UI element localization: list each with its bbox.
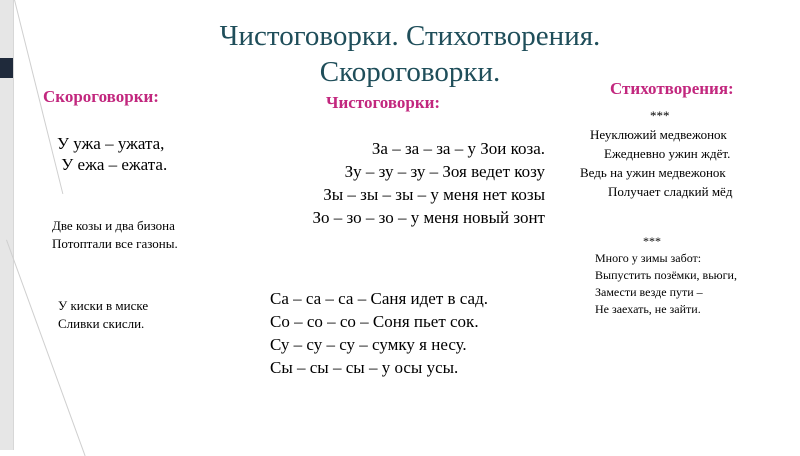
text-line: Зо – зо – зо – у меня новый зонт xyxy=(312,208,545,227)
text-line: У ежа – ежата. xyxy=(57,155,168,174)
text-line: *** xyxy=(650,108,670,123)
decor-line xyxy=(6,240,86,456)
text-line: Получает сладкий мёд xyxy=(608,184,733,199)
poem-block xyxy=(595,233,737,318)
text-line: *** xyxy=(643,234,661,248)
heading-poems: Стихотворения: xyxy=(610,79,734,98)
text-line: Сливки скисли. xyxy=(58,316,145,331)
text-line: Много у зимы забот: xyxy=(595,251,702,265)
heading-tongue-twisters: Скороговорки: xyxy=(43,87,159,106)
text-line: Неуклюжий медвежонок xyxy=(590,127,727,142)
text-line: Зу – зу – зу – Зоя ведет козу xyxy=(344,162,545,181)
title-line-1: Чистоговорки. Стихотворения. xyxy=(219,20,601,52)
text-line: За – за – за – у Зои коза. xyxy=(371,139,545,158)
heading-pure-sayings: Чистоговорки: xyxy=(326,93,441,112)
saying-group xyxy=(312,137,545,229)
saying-group xyxy=(270,287,488,379)
text-line: У ужа – ужата, xyxy=(57,134,165,153)
page-title xyxy=(200,18,620,90)
title-line-2: Скороговорки. xyxy=(319,56,501,88)
text-line: Ведь на ужин медвежонок xyxy=(580,165,726,180)
text-line: Со – со – со – Соня пьет сок. xyxy=(270,312,479,331)
text-line: Две козы и два бизона xyxy=(52,218,175,233)
text-line: Не заехать, не зайти. xyxy=(595,302,701,316)
text-line: Са – са – са – Саня идет в сад. xyxy=(270,289,488,308)
text-line: Замести везде пути – xyxy=(595,285,703,299)
text-line: Сы – сы – сы – у осы усы. xyxy=(270,358,459,377)
text-line: Выпустить позёмки, вьюги, xyxy=(595,268,737,282)
text-line: Су – су – су – сумку я несу. xyxy=(270,335,467,354)
text-line: Зы – зы – зы – у меня нет козы xyxy=(323,185,545,204)
twister-block xyxy=(57,133,167,175)
left-decor-line xyxy=(13,0,14,450)
twister-block xyxy=(52,217,178,253)
left-decor-accent xyxy=(0,58,13,78)
poem-block xyxy=(580,106,732,201)
text-line: Ежедневно ужин ждёт. xyxy=(604,146,731,161)
text-line: Потоптали все газоны. xyxy=(52,236,178,251)
twister-block xyxy=(58,297,148,333)
text-line: У киски в миске xyxy=(58,298,149,313)
